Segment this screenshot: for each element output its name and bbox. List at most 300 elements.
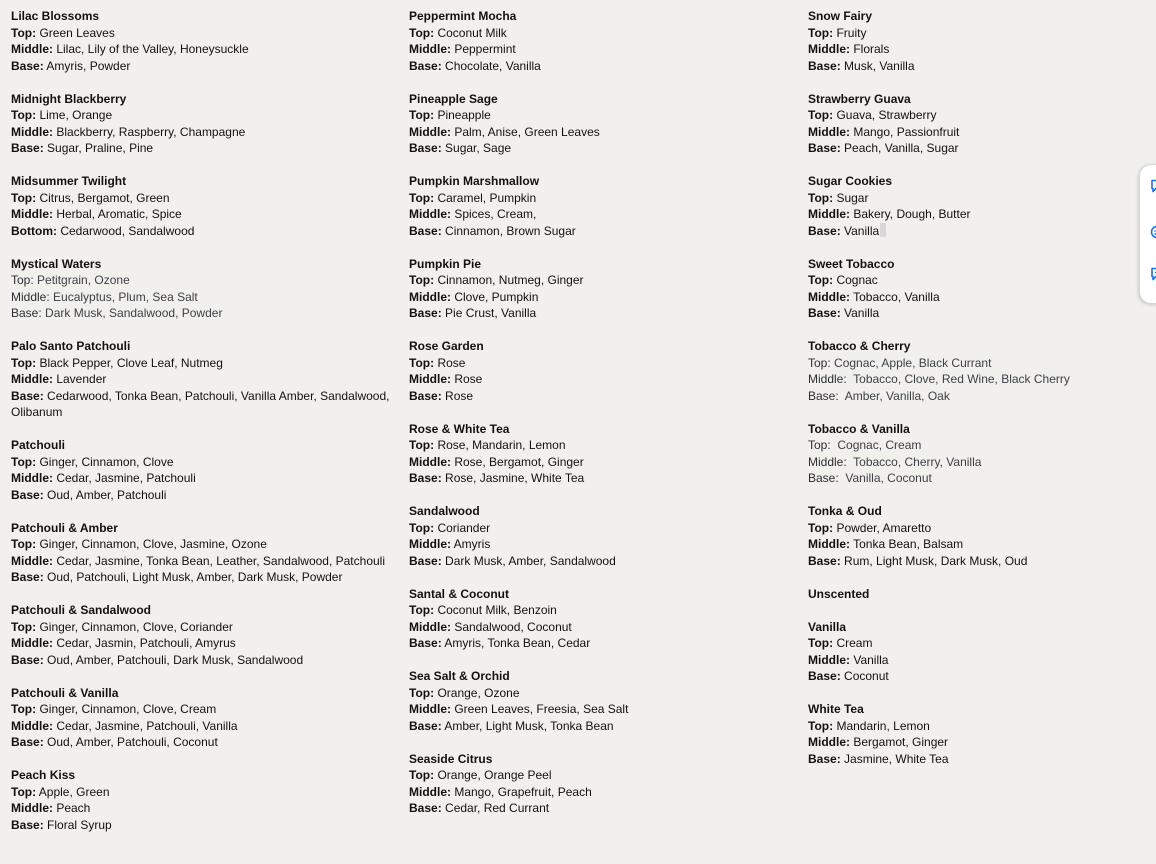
note-value: Cedar, Jasmine, Patchouli, Vanilla bbox=[53, 718, 238, 733]
scent-name: Rose Garden bbox=[409, 339, 484, 353]
note-value: Dark Musk, Sandalwood, Powder bbox=[41, 306, 223, 320]
note-label: Top: bbox=[409, 685, 435, 700]
note-line-middle bbox=[409, 206, 789, 223]
comment-side-panel[interactable] bbox=[1139, 164, 1156, 304]
note-line-base bbox=[11, 305, 391, 322]
scent-entry-white-tea bbox=[808, 701, 1156, 767]
scent-name: Patchouli bbox=[11, 438, 66, 452]
note-line-top bbox=[409, 25, 789, 42]
scent-name: Tobacco & Vanilla bbox=[808, 421, 910, 436]
note-label: Top: bbox=[808, 273, 834, 287]
note-value: Floral Syrup bbox=[43, 817, 112, 832]
scent-entry-patchouli-and-vanilla bbox=[11, 685, 391, 751]
note-line-middle bbox=[808, 289, 1156, 306]
note-label: Top: bbox=[409, 355, 435, 370]
note-value: Rose, Bergamot, Ginger bbox=[451, 454, 584, 469]
note-line-base bbox=[11, 58, 391, 75]
note-value: Cream bbox=[833, 636, 873, 650]
note-value: Eucalyptus, Plum, Sea Salt bbox=[49, 289, 198, 304]
scent-name: Pumpkin Marshmallow bbox=[409, 174, 540, 188]
note-value: Sugar, Praline, Pine bbox=[43, 141, 154, 155]
note-value: Amber, Light Musk, Tonka Bean bbox=[441, 718, 614, 733]
note-label: Base: bbox=[808, 58, 841, 73]
scent-entry-midnight-blackberry bbox=[11, 91, 391, 157]
note-line-top bbox=[409, 107, 789, 124]
note-label: Top: bbox=[808, 718, 834, 733]
note-line-top bbox=[409, 437, 789, 454]
note-label: Middle: bbox=[409, 784, 451, 799]
note-line-top bbox=[808, 25, 1156, 42]
note-line-top bbox=[808, 272, 1156, 289]
note-line-base bbox=[409, 140, 789, 157]
scent-entry-peppermint-mocha bbox=[409, 8, 789, 74]
note-label: Middle: bbox=[808, 537, 850, 551]
note-value: Coriander bbox=[434, 520, 491, 535]
scent-entry-midsummer-twilight bbox=[11, 173, 391, 239]
scent-entry-pumpkin-marshmallow bbox=[409, 173, 789, 239]
scent-name: Palo Santo Patchouli bbox=[11, 339, 131, 353]
note-value: Florals bbox=[850, 42, 890, 56]
note-line-middle bbox=[808, 124, 1156, 141]
note-label: Middle: bbox=[409, 42, 451, 56]
note-line-bottom bbox=[11, 223, 391, 240]
note-line-middle bbox=[808, 536, 1156, 553]
note-value: Oud, Patchouli, Light Musk, Amber, Dark Musk, Powder bbox=[43, 570, 343, 584]
note-value: Bakery, Dough, Butter bbox=[850, 207, 971, 221]
note-label: Base: bbox=[808, 306, 841, 320]
note-line-middle bbox=[409, 454, 789, 471]
note-label: Base: bbox=[409, 471, 442, 485]
note-label: Base: bbox=[11, 306, 42, 320]
note-value: Vanilla, Coconut bbox=[838, 471, 932, 485]
note-label: Base: bbox=[11, 388, 44, 403]
note-value: Powder, Amaretto bbox=[833, 520, 932, 535]
note-label: Base: bbox=[11, 817, 44, 832]
note-label: Top: bbox=[11, 25, 37, 40]
note-label: Middle: bbox=[11, 553, 53, 568]
scent-entry-rose-and-white-tea bbox=[409, 421, 789, 487]
scent-entry-peach-kiss bbox=[11, 767, 391, 833]
note-label: Base: bbox=[409, 223, 442, 238]
note-label: Top: bbox=[808, 636, 834, 650]
note-value: Cognac, Cream bbox=[830, 438, 922, 452]
note-label: Base: bbox=[808, 751, 841, 766]
note-line-middle bbox=[808, 41, 1156, 58]
scent-name: Santal & Coconut bbox=[409, 586, 510, 601]
note-line-middle bbox=[11, 289, 391, 306]
scent-name: Patchouli & Sandalwood bbox=[11, 603, 152, 617]
note-value: Black Pepper, Clove Leaf, Nutmeg bbox=[36, 355, 223, 370]
note-label: Top: bbox=[409, 108, 435, 122]
note-label: Middle: bbox=[808, 372, 847, 386]
note-label: Base: bbox=[11, 58, 44, 73]
note-value: Rose bbox=[451, 372, 483, 386]
scent-name: Peppermint Mocha bbox=[409, 9, 517, 23]
note-value: Pie Crust, Vanilla bbox=[441, 306, 537, 320]
scent-name: Pineapple Sage bbox=[409, 91, 498, 106]
note-line-base bbox=[808, 58, 1156, 75]
note-value: Cedarwood, Sandalwood bbox=[56, 223, 195, 238]
scent-name: Midsummer Twilight bbox=[11, 174, 127, 188]
note-label: Base: bbox=[409, 388, 442, 403]
note-value: Cedar, Jasmine, Patchouli bbox=[53, 471, 196, 485]
note-label: Top: bbox=[11, 273, 34, 287]
note-line-top bbox=[808, 635, 1156, 652]
suggest-edit-icon[interactable] bbox=[1150, 267, 1156, 281]
scent-name: Seaside Citrus bbox=[409, 751, 493, 766]
note-line-base bbox=[808, 553, 1156, 570]
note-value: Coconut Milk bbox=[434, 25, 507, 40]
note-value: Amyris bbox=[451, 537, 491, 551]
note-label: Middle: bbox=[11, 801, 53, 815]
note-label: Middle: bbox=[808, 735, 850, 749]
note-value: Guava, Strawberry bbox=[833, 108, 937, 122]
note-line-middle bbox=[808, 652, 1156, 669]
note-value: Citrus, Bergamot, Green bbox=[36, 190, 170, 205]
note-value: Apple, Green bbox=[36, 784, 110, 799]
scent-entry-strawberry-guava bbox=[808, 91, 1156, 157]
note-label: Base: bbox=[409, 636, 442, 650]
note-value: Herbal, Aromatic, Spice bbox=[53, 207, 182, 221]
note-line-base bbox=[11, 734, 391, 751]
note-label: Top: bbox=[11, 355, 37, 370]
scent-entry-lilac-blossoms bbox=[11, 8, 391, 74]
note-value: Mandarin, Lemon bbox=[833, 718, 930, 733]
note-line-middle bbox=[11, 124, 391, 141]
note-label: Top: bbox=[409, 603, 435, 617]
note-value: Ginger, Cinnamon, Clove, Jasmine, Ozone bbox=[36, 537, 267, 551]
note-label: Base: bbox=[409, 553, 442, 568]
note-line-base bbox=[808, 668, 1156, 685]
note-label: Middle: bbox=[11, 718, 53, 733]
note-value: Tobacco, Cherry, Vanilla bbox=[846, 454, 982, 469]
note-line-top bbox=[409, 520, 789, 537]
note-value: Fruity bbox=[833, 25, 867, 40]
note-label: Top: bbox=[11, 108, 37, 122]
note-value: Coconut Milk, Benzoin bbox=[434, 603, 557, 617]
note-label: Base: bbox=[11, 570, 44, 584]
scent-name: Midnight Blackberry bbox=[11, 91, 127, 106]
note-label: Top: bbox=[409, 273, 435, 287]
note-value: Rose, Mandarin, Lemon bbox=[434, 438, 566, 452]
note-line-middle bbox=[808, 454, 1156, 471]
note-value: Tonka Bean, Balsam bbox=[850, 537, 964, 551]
note-line-top bbox=[11, 355, 391, 372]
scent-entry-mystical-waters bbox=[11, 256, 391, 322]
note-line-middle bbox=[11, 800, 391, 817]
note-value: Cognac bbox=[833, 273, 878, 287]
note-label: Middle: bbox=[409, 124, 451, 139]
note-value: Cedar, Jasmine, Tonka Bean, Leather, Sandalwood, Patchouli bbox=[53, 553, 385, 568]
note-line-base bbox=[409, 58, 789, 75]
note-line-top bbox=[808, 437, 1156, 454]
note-value: Rose bbox=[441, 388, 474, 403]
note-line-middle bbox=[409, 41, 789, 58]
note-line-base bbox=[11, 388, 391, 421]
note-value: Rose, Jasmine, White Tea bbox=[441, 471, 585, 485]
note-value: Green Leaves bbox=[36, 25, 115, 40]
note-label: Top: bbox=[11, 190, 37, 205]
note-label: Middle: bbox=[808, 454, 847, 469]
note-value: Lavender bbox=[53, 372, 107, 386]
scent-name: Sea Salt & Orchid bbox=[409, 669, 510, 683]
note-line-base bbox=[409, 223, 789, 240]
scent-name: Tobacco & Cherry bbox=[808, 339, 911, 353]
note-label: Top: bbox=[409, 520, 435, 535]
scent-entry-vanilla bbox=[808, 619, 1156, 685]
note-value: Jasmine, White Tea bbox=[840, 751, 949, 766]
note-line-base bbox=[808, 140, 1156, 157]
note-value: Tobacco, Clove, Red Wine, Black Cherry bbox=[846, 372, 1070, 386]
note-label: Middle: bbox=[11, 289, 50, 304]
note-value: Lime, Orange bbox=[36, 108, 113, 122]
note-line-top bbox=[11, 784, 391, 801]
note-label: Base: bbox=[808, 141, 841, 155]
note-value: Orange, Ozone bbox=[434, 685, 520, 700]
note-label: Middle: bbox=[808, 42, 850, 56]
scent-name: Patchouli & Vanilla bbox=[11, 685, 119, 700]
note-value: Blackberry, Raspberry, Champagne bbox=[53, 124, 246, 139]
note-value: Cinnamon, Nutmeg, Ginger bbox=[434, 273, 584, 287]
note-label: Top: bbox=[11, 537, 37, 551]
note-line-middle bbox=[11, 371, 391, 388]
note-line-top bbox=[409, 355, 789, 372]
note-line-middle bbox=[808, 734, 1156, 751]
note-line-middle bbox=[409, 784, 789, 801]
note-label: Middle: bbox=[11, 636, 53, 650]
note-value: Cinnamon, Brown Sugar bbox=[441, 223, 576, 238]
note-value: Oud, Amber, Patchouli, Coconut bbox=[43, 735, 218, 749]
note-value: Rum, Light Musk, Dark Musk, Oud bbox=[840, 553, 1028, 568]
note-line-base bbox=[808, 470, 1156, 487]
note-label: Base: bbox=[808, 669, 841, 683]
scent-entry-santal-and-coconut bbox=[409, 586, 789, 652]
note-line-base bbox=[409, 470, 789, 487]
scent-column-3 bbox=[808, 8, 1156, 784]
note-line-middle bbox=[11, 206, 391, 223]
note-value: Caramel, Pumpkin bbox=[434, 190, 537, 205]
note-line-middle bbox=[11, 41, 391, 58]
note-value: Amber, Vanilla, Oak bbox=[838, 388, 950, 403]
scent-name: Mystical Waters bbox=[11, 256, 102, 271]
note-line-top bbox=[11, 454, 391, 471]
note-value: Pineapple bbox=[434, 108, 491, 122]
note-label: Top: bbox=[409, 25, 435, 40]
note-value: Musk, Vanilla bbox=[840, 58, 915, 73]
scent-entry-snow-fairy bbox=[808, 8, 1156, 74]
scent-name: White Tea bbox=[808, 702, 864, 716]
note-label: Top: bbox=[11, 702, 37, 716]
note-value: Ginger, Cinnamon, Clove bbox=[36, 454, 174, 469]
note-line-base bbox=[409, 800, 789, 817]
note-value: Peach bbox=[53, 801, 91, 815]
note-line-top bbox=[409, 190, 789, 207]
note-label: Top: bbox=[808, 25, 834, 40]
note-line-middle bbox=[409, 371, 789, 388]
comment-icon[interactable] bbox=[1150, 179, 1156, 193]
note-label: Base: bbox=[409, 141, 442, 155]
note-label: Base: bbox=[808, 553, 841, 568]
note-value: Lilac, Lily of the Valley, Honeysuckle bbox=[53, 42, 249, 56]
note-value: Orange, Orange Peel bbox=[434, 768, 552, 782]
scent-name: Lilac Blossoms bbox=[11, 9, 100, 23]
note-value: Cognac, Apple, Black Currant bbox=[830, 355, 992, 370]
note-value: Bergamot, Ginger bbox=[850, 735, 949, 749]
note-label: Bottom: bbox=[11, 223, 57, 238]
note-value: Sugar bbox=[833, 190, 869, 205]
scent-name: Sweet Tobacco bbox=[808, 256, 895, 271]
scent-entry-patchouli-and-sandalwood bbox=[11, 602, 391, 668]
note-value: Palm, Anise, Green Leaves bbox=[451, 124, 600, 139]
scent-entry-patchouli-and-amber bbox=[11, 520, 391, 586]
note-label: Base: bbox=[808, 471, 839, 485]
note-label: Base: bbox=[808, 388, 839, 403]
note-label: Top: bbox=[808, 355, 831, 370]
note-value: Sugar, Sage bbox=[441, 141, 512, 155]
note-line-middle bbox=[11, 553, 391, 570]
scent-entry-tobacco-and-cherry bbox=[808, 338, 1156, 404]
note-label: Middle: bbox=[409, 619, 451, 634]
scent-column-2 bbox=[409, 8, 789, 833]
note-value: Cedarwood, Tonka Bean, Patchouli, Vanilla Amber, Sandalwood, Olibanum bbox=[11, 388, 393, 419]
scent-entry-pineapple-sage bbox=[409, 91, 789, 157]
scent-name: Sandalwood bbox=[409, 504, 480, 518]
note-line-top bbox=[808, 190, 1156, 207]
note-line-base bbox=[808, 223, 1156, 240]
note-value: Mango, Grapefruit, Peach bbox=[451, 784, 592, 799]
note-value: Spices, Cream, bbox=[451, 207, 537, 221]
note-label: Middle: bbox=[11, 42, 53, 56]
note-value: Amyris, Powder bbox=[43, 58, 131, 73]
scent-name: Pumpkin Pie bbox=[409, 256, 482, 271]
scent-entry-sea-salt-and-orchid bbox=[409, 668, 789, 734]
note-line-middle bbox=[11, 635, 391, 652]
note-label: Top: bbox=[409, 438, 435, 452]
note-label: Middle: bbox=[409, 537, 451, 551]
scent-name: Snow Fairy bbox=[808, 9, 873, 23]
note-label: Middle: bbox=[409, 454, 451, 469]
note-label: Base: bbox=[11, 141, 44, 155]
scent-name: Peach Kiss bbox=[11, 768, 76, 782]
note-label: Middle: bbox=[409, 207, 451, 221]
note-value: Oud, Amber, Patchouli bbox=[43, 487, 167, 502]
note-line-top bbox=[409, 767, 789, 784]
note-label: Top: bbox=[808, 190, 834, 205]
emoji-icon[interactable] bbox=[1150, 225, 1156, 239]
scent-entry-tonka-and-oud bbox=[808, 503, 1156, 569]
note-value: Dark Musk, Amber, Sandalwood bbox=[441, 553, 616, 568]
note-value: Petitgrain, Ozone bbox=[33, 273, 130, 287]
note-line-middle bbox=[409, 536, 789, 553]
note-label: Middle: bbox=[409, 702, 451, 716]
note-line-middle bbox=[808, 206, 1156, 223]
scent-entry-palo-santo-patchouli bbox=[11, 338, 391, 421]
note-line-top bbox=[11, 190, 391, 207]
scent-entry-tobacco-and-vanilla bbox=[808, 421, 1156, 487]
note-label: Middle: bbox=[11, 372, 53, 386]
note-value: Vanilla bbox=[840, 306, 880, 320]
note-line-base bbox=[11, 569, 391, 586]
note-line-top bbox=[409, 602, 789, 619]
note-label: Middle: bbox=[11, 124, 53, 139]
scent-name: Patchouli & Amber bbox=[11, 520, 118, 535]
note-line-base bbox=[11, 817, 391, 834]
note-label: Top: bbox=[808, 108, 834, 122]
note-label: Base: bbox=[409, 718, 442, 733]
note-value: Chocolate, Vanilla bbox=[441, 58, 541, 73]
scent-name: Unscented bbox=[808, 586, 870, 601]
note-label: Top: bbox=[808, 520, 834, 535]
note-line-top bbox=[11, 536, 391, 553]
note-line-middle bbox=[11, 718, 391, 735]
note-line-base bbox=[409, 718, 789, 735]
note-label: Top: bbox=[409, 190, 435, 205]
note-line-base bbox=[808, 305, 1156, 322]
note-line-base bbox=[409, 553, 789, 570]
note-value: Ginger, Cinnamon, Clove, Cream bbox=[36, 702, 217, 716]
note-line-base bbox=[808, 751, 1156, 768]
note-label: Base: bbox=[409, 801, 442, 815]
note-value: Oud, Amber, Patchouli, Dark Musk, Sandalwood bbox=[43, 652, 304, 667]
note-value: Tobacco, Vanilla bbox=[850, 289, 940, 304]
scent-name: Strawberry Guava bbox=[808, 91, 911, 106]
scent-entry-seaside-citrus bbox=[409, 751, 789, 817]
note-value: Peppermint bbox=[451, 42, 516, 56]
note-label: Base: bbox=[11, 487, 44, 502]
note-label: Middle: bbox=[409, 372, 451, 386]
note-line-top bbox=[11, 701, 391, 718]
note-line-top bbox=[808, 355, 1156, 372]
note-line-middle bbox=[409, 701, 789, 718]
note-line-base bbox=[409, 635, 789, 652]
note-line-middle bbox=[808, 371, 1156, 388]
note-value: Cedar, Jasmin, Patchouli, Amyrus bbox=[53, 636, 236, 650]
note-line-middle bbox=[409, 619, 789, 636]
scent-entry-sugar-cookies bbox=[808, 173, 1156, 239]
note-label: Base: bbox=[11, 652, 44, 667]
scent-entry-sweet-tobacco bbox=[808, 256, 1156, 322]
note-label: Base: bbox=[409, 306, 442, 320]
note-line-top bbox=[11, 619, 391, 636]
scent-entry-pumpkin-pie bbox=[409, 256, 789, 322]
text-cursor-highlight bbox=[880, 223, 886, 237]
note-line-top bbox=[11, 272, 391, 289]
note-line-top bbox=[409, 685, 789, 702]
scent-column-1 bbox=[11, 8, 391, 850]
note-line-middle bbox=[409, 124, 789, 141]
note-line-base bbox=[11, 487, 391, 504]
scent-entry-sandalwood bbox=[409, 503, 789, 569]
scent-name: Vanilla bbox=[808, 619, 847, 634]
scent-entry-unscented bbox=[808, 586, 1156, 603]
note-value: Vanilla bbox=[850, 652, 889, 667]
note-line-top bbox=[808, 107, 1156, 124]
note-line-base bbox=[808, 388, 1156, 405]
note-value: Amyris, Tonka Bean, Cedar bbox=[441, 636, 591, 650]
note-line-base bbox=[11, 652, 391, 669]
note-label: Top: bbox=[409, 768, 435, 782]
note-line-top bbox=[808, 520, 1156, 537]
note-label: Middle: bbox=[808, 124, 850, 139]
note-line-base bbox=[409, 305, 789, 322]
scent-entry-patchouli bbox=[11, 437, 391, 503]
scent-name: Tonka & Oud bbox=[808, 504, 882, 518]
note-value: Vanilla bbox=[840, 223, 880, 238]
note-line-top bbox=[409, 272, 789, 289]
note-value: Green Leaves, Freesia, Sea Salt bbox=[451, 702, 629, 716]
note-value: Cedar, Red Currant bbox=[441, 801, 550, 815]
note-line-base bbox=[409, 388, 789, 405]
